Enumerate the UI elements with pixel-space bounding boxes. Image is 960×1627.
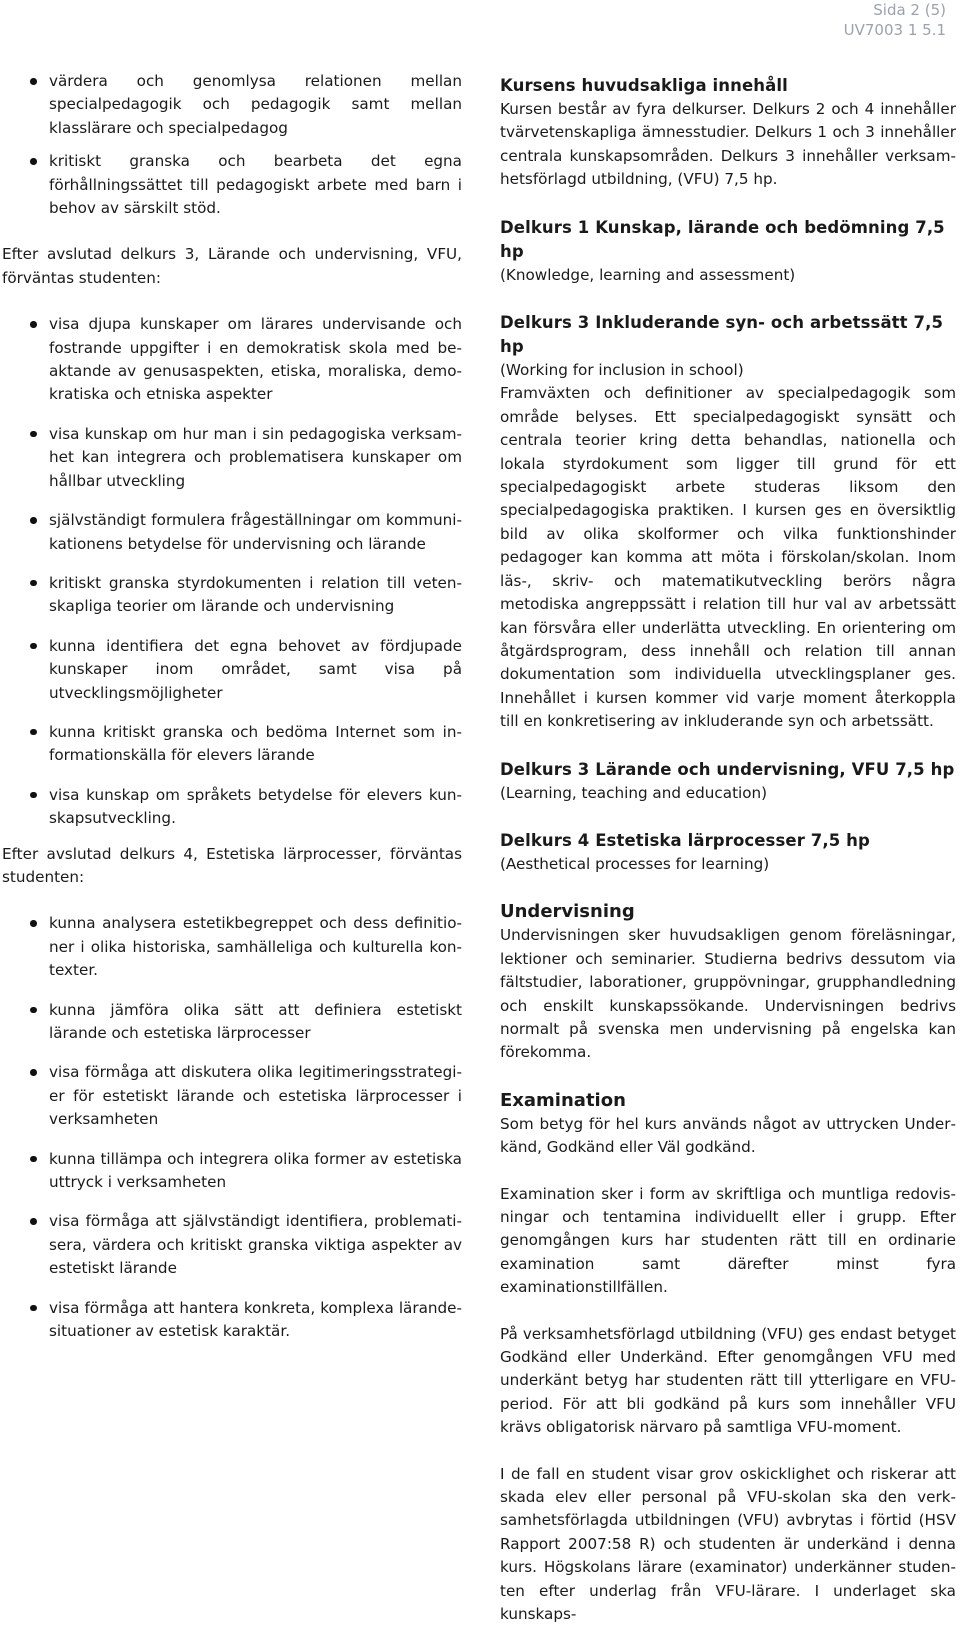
delkurs3a-heading: Delkurs 3 Inkluderande syn- och arbetssätt 7,5 hp [500,313,944,357]
examination-paragraph: På verksamhetsförlagd utbildning (VFU) ges endast betyget Godkänd eller Underkänd. Efter genomgången VFU med underkänt betyg har studenten rätt till ytterligare en VFU-period. För att bli godkänd på kurs som innehåller VFU krävs obligatorisk närvaro på samtliga VFU-moment. [500,1324,956,1437]
examination-paragraph: Som betyg för hel kurs används något av uttrycken Underkänd, Godkänd eller Väl godkänd. [500,1114,956,1157]
list-item: kritiskt granska och bearbeta det egna förhållningssättet till pedagogiskt arbete med barn i behov av särskilt stöd. [2,150,462,220]
list-item: kunna analysera estetikbegreppet och dess definitioner i olika historiska, samhälleliga och kulturella kontexter. [2,912,462,982]
delkurs4-heading: Delkurs 4 Estetiska lärprocesser 7,5 hp [500,830,870,850]
list-item: värdera och genomlysa relationen mellan specialpedagogik och pedagogik samt mellan klasslärare och specialpedagog [2,70,462,140]
list-item: visa förmåga att självständigt identifiera, problematisera, värdera och kritiskt granska viktiga aspekter av estetiskt lärande [2,1210,462,1280]
delkurs1-subtitle: (Knowledge, learning and assessment) [500,265,796,284]
list-item: kunna tillämpa och integrera olika former av estetiska uttryck i verksamheten [2,1148,462,1195]
delkurs3a-subtitle: (Working for inclusion in school) [500,361,744,380]
teaching-text: Undervisningen sker huvudsakligen genom föreläsningar, lektioner och seminarier. Studierna bedrivs dessutom via fältstudier, laborationer, gruppövningar, grupphandledning och enskilt kunskapssökande. Undervisningen bedrivs normalt på svenska men undervisning på engelska kan förekomma. [500,926,956,1062]
list-item: visa kunskap om hur man i sin pedagogiska verksamhet kan integrera och problematisera kunskaper om hållbar utveckling [2,423,462,493]
objectives-list-general [2,70,462,220]
list-item: kunna jämföra olika sätt att definiera estetiskt lärande och estetiska lärprocesser [2,999,462,1046]
delkurs1-heading: Delkurs 1 Kunskap, lärande och bedömning 7,5 hp [500,217,945,261]
examination-heading: Examination [500,1089,626,1111]
objectives-list-delkurs4 [2,912,462,1343]
content-heading: Kursens huvudsakliga innehåll [500,76,788,95]
delkurs3-intro: Efter avslutad delkurs 3, Lärande och undervisning, VFU, förväntas studenten: [2,245,462,287]
left-column [2,70,462,1343]
page-header [844,0,946,40]
list-item: självständigt formulera frågeställningar om kommunikationens betydelse för undervisning och lärande [2,509,462,556]
list-item: visa förmåga att diskutera olika legitimeringsstrategier för estetiskt lärande och estetiska lärprocesser i verksamheten [2,1061,462,1131]
delkurs3b-subtitle: (Learning, teaching and education) [500,783,768,802]
page-number: Sida 2 (5) [873,1,946,19]
examination-paragraph: I de fall en student visar grov oskicklighet och riskerar att skada elev eller personal på VFU-skolan ska den verksamhetsförlagda utbildningen (VFU) avbrytas i förtid (HSV Rapport 2007:58 R) och studenten är underkänd i denna kurs. Högskolans lärare (examinator) underkänner studenten efter underlag från VFU-lärare. I underlaget ska kunskaps- [500,1464,956,1624]
document-code: UV7003 1 5.1 [843,21,946,39]
list-item: kunna kritiskt granska och bedöma Internet som informationskälla för elevers lärande [2,721,462,768]
objectives-list-delkurs3 [2,313,462,830]
list-item: visa djupa kunskaper om lärares undervisande och fostrande uppgifter i en demokratisk skola med beaktande av genusaspekten, etiska, moraliska, demokratiska och etniska aspekter [2,313,462,407]
delkurs4-intro: Efter avslutad delkurs 4, Estetiska lärprocesser, förväntas studenten: [2,844,462,886]
content-text: Kursen består av fyra delkurser. Delkurs 2 och 4 innehåller tvärvetenskapliga ämnesstudier. Delkurs 1 och 3 innehåller centrala kunskapsområden. Delkurs 3 innehåller verksamhetsförlagd utbildning, (VFU) 7,5 hp. [500,100,956,189]
list-item: kunna identifiera det egna behovet av fördjupade kunskaper inom området, samt visa på utvecklingsmöjligheter [2,635,462,705]
list-item: visa förmåga att hantera konkreta, komplexa lärandesituationer av estetisk karaktär. [2,1297,462,1344]
delkurs3b-heading: Delkurs 3 Lärande och undervisning, VFU 7,5 hp [500,759,955,779]
examination-paragraph: Examination sker i form av skriftliga och muntliga redovisningar och tentamina individuellt eller i grupp. Efter genomgången kurs har studenten rätt till en ordinarie examination samt därefter minst fyra examinationstillfällen. [500,1184,956,1297]
list-item: visa kunskap om språkets betydelse för elevers kunskapsutveckling. [2,784,462,831]
right-column [500,74,956,1627]
delkurs4-subtitle: (Aesthetical processes for learning) [500,854,770,873]
delkurs3a-text: Framväxten och definitioner av specialpedagogik som område belyses. Ett specialpedagogiskt synsätt och centrala teorier kring detta behandlas, nationella och lokala styrdokument som ligger till grund för ett specialpedagogiskt arbete studeras liksom den specialpedagogiska praktiken. I kursen ges en översiktlig bild av olika skolformer och vilka funktionshinder pedagoger kan komma att möta i förskolan/skolan. Inom läs-, skriv- och matematikutveckling berörs några metodiska angreppssätt i relation till hur val av arbetssätt kan försvåra eller underlätta utveckling. En orientering om åtgärdsprogram, dess innehåll och relation till annan dokumentation som individuella utvecklingsplaner ges. Innehållet i kursen kommer vid varje moment återkoppla till en konkretisering av inkluderande syn och arbetssätt. [500,384,956,731]
teaching-heading: Undervisning [500,901,635,923]
list-item: kritiskt granska styrdokumenten i relation till vetenskapliga teorier om lärande och undervisning [2,572,462,619]
